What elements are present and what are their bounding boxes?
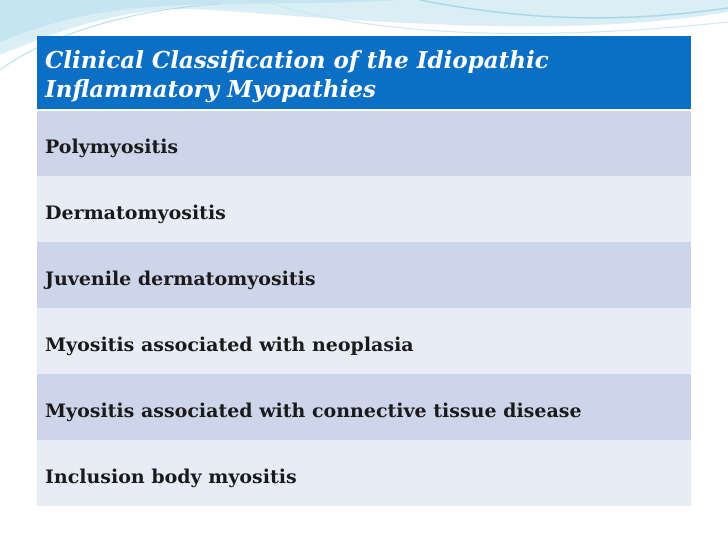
table-row (37, 374, 691, 440)
table-row (37, 440, 691, 506)
table-title: Clinical Classification of the Idiopathic Inflammatory Myopathies (37, 36, 691, 110)
table-cell: Myositis associated with neoplasia (37, 308, 691, 374)
table-row (37, 308, 691, 374)
table-header-row (37, 36, 691, 110)
table-cell: Juvenile dermatomyositis (37, 242, 691, 308)
table-cell: Myositis associated with connective tissue disease (37, 374, 691, 440)
table-cell: Polymyositis (37, 110, 691, 176)
table-cell: Inclusion body myositis (37, 440, 691, 506)
table-row (37, 242, 691, 308)
table-row (37, 176, 691, 242)
classification-table (37, 36, 691, 506)
table-cell: Dermatomyositis (37, 176, 691, 242)
table-row (37, 110, 691, 176)
